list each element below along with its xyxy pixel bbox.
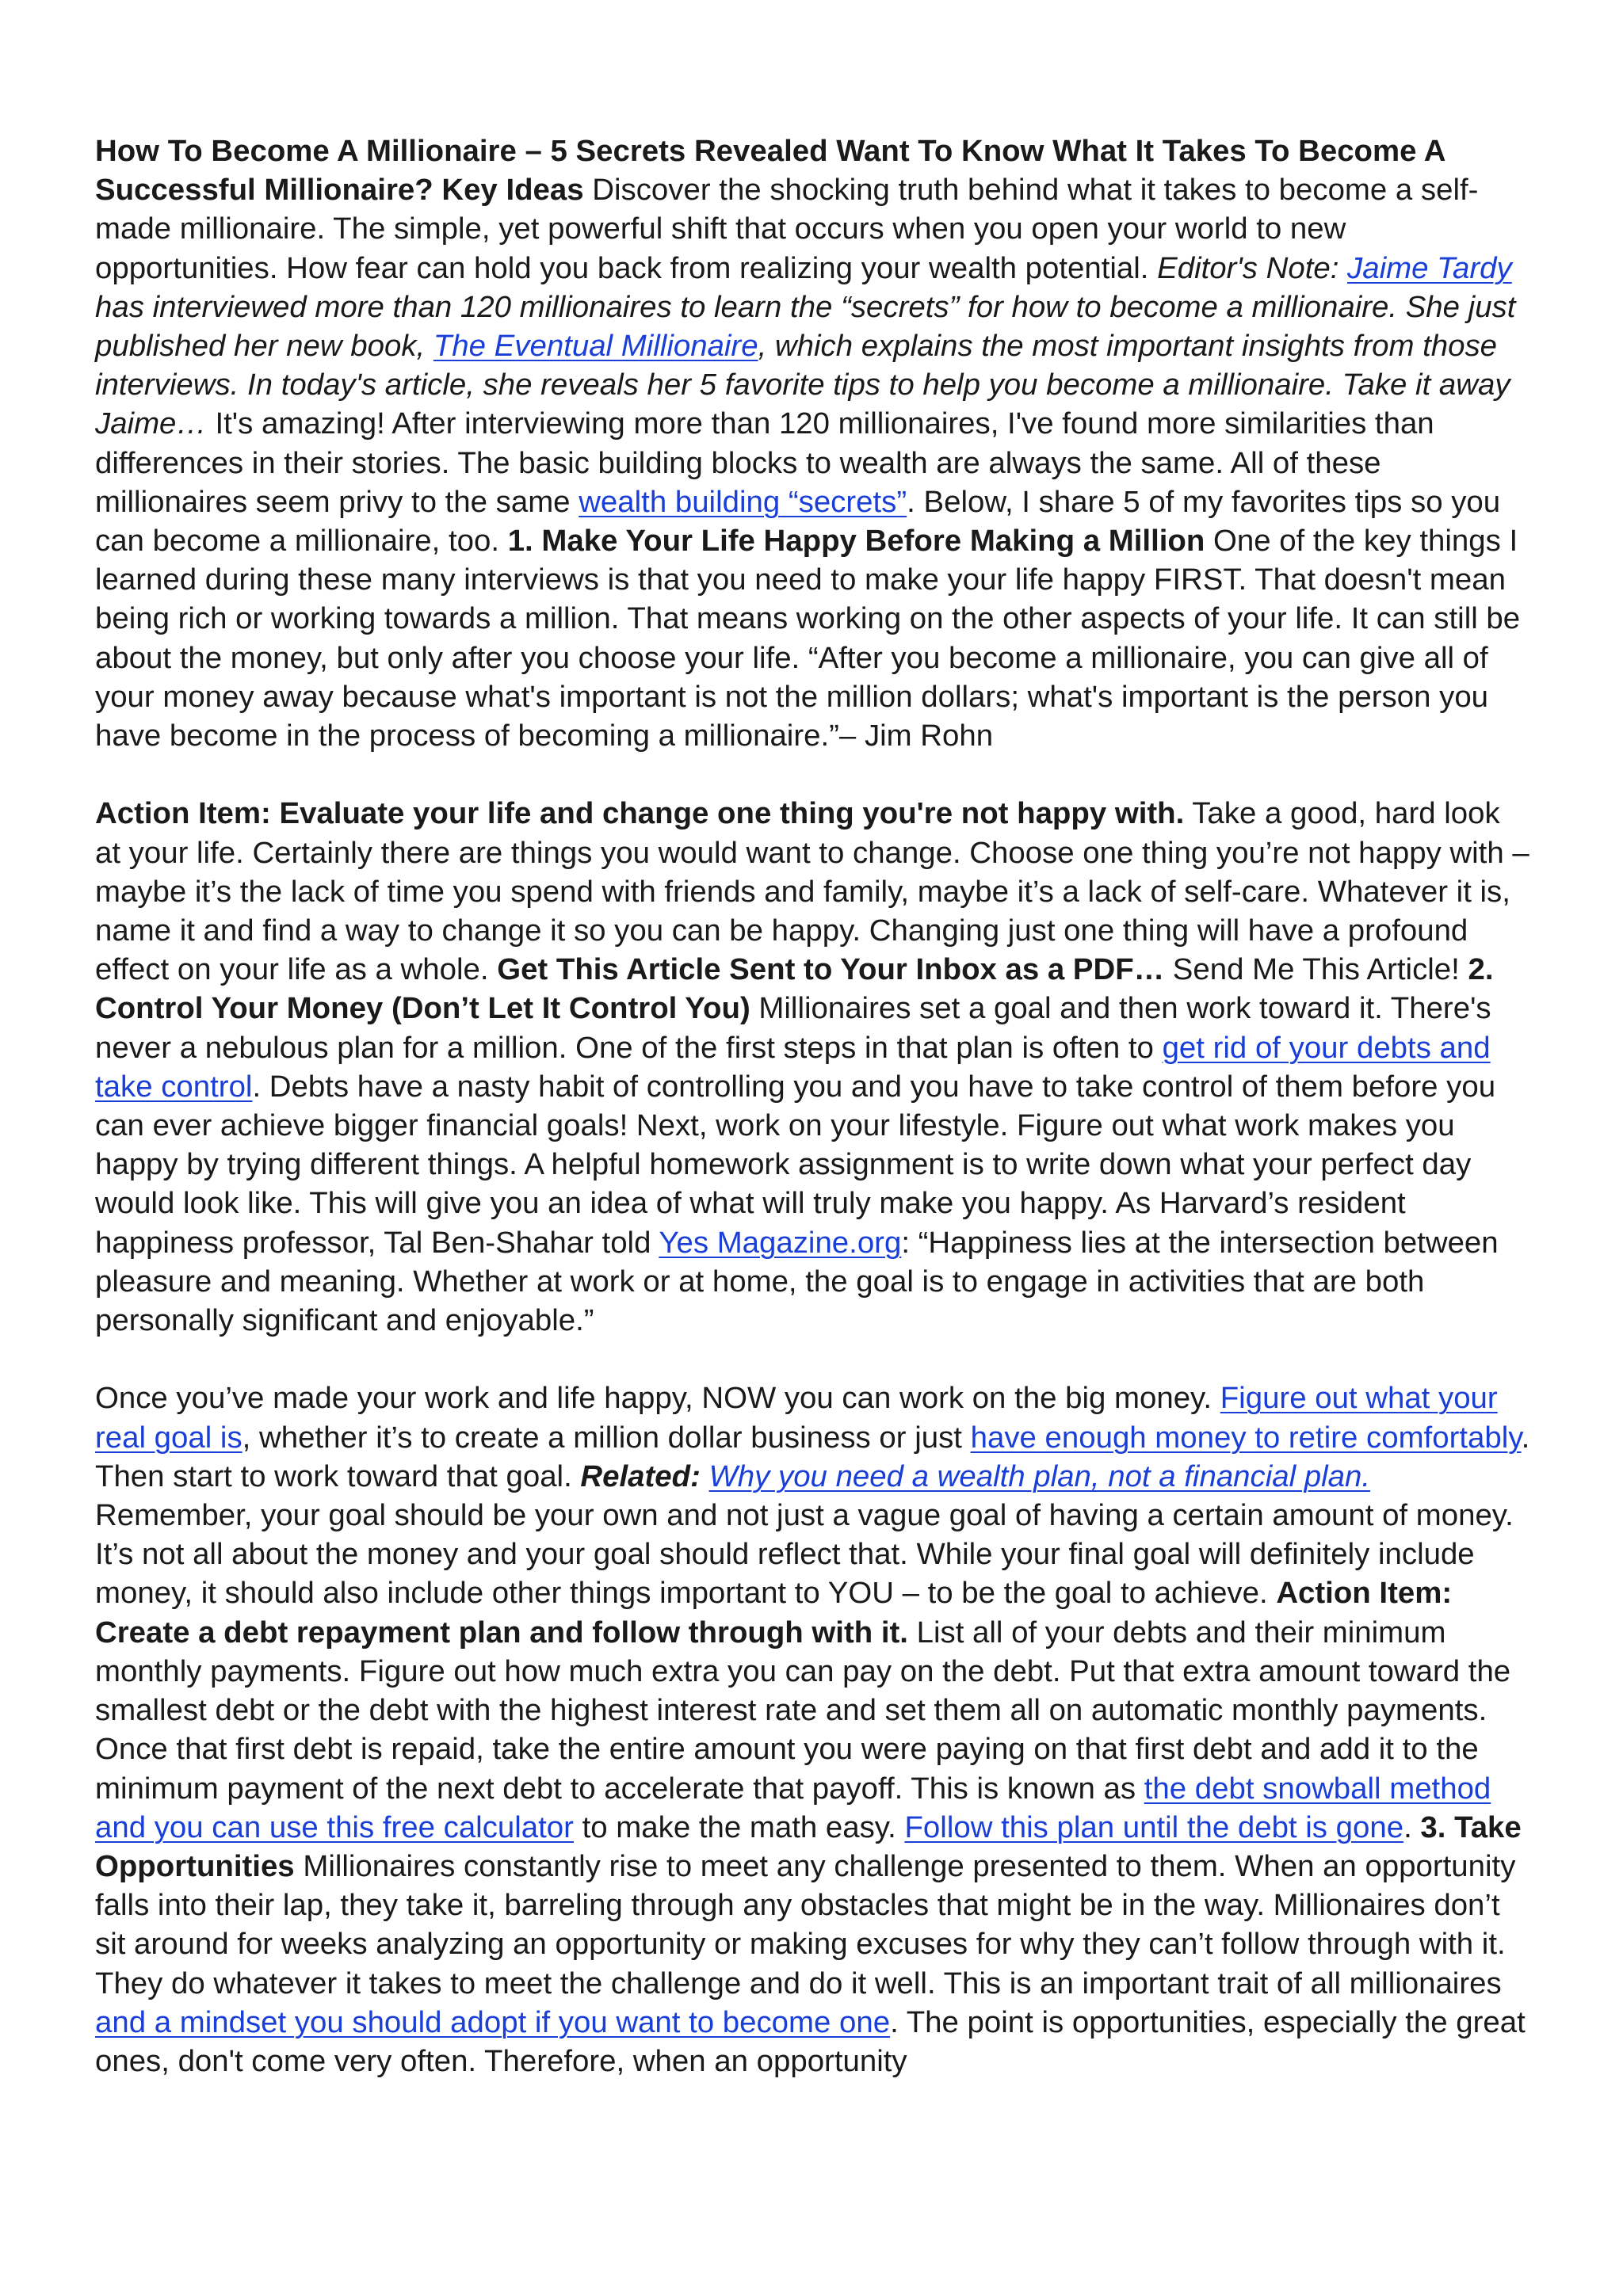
article-page xyxy=(95,132,1533,2081)
body-text: : “Happiness lies at the intersection between pleasure and meaning. Whether at work or at home, the goal is to engage in activities that are both personally significant and enjoyable.” xyxy=(95,1225,1499,1338)
body-text: It's amazing! After interviewing more than 120 millionaires, I've found more similarities than differences in their stories. The basic building blocks to wealth are always the same. All of these millionaires seem privy to the same xyxy=(95,406,1434,519)
related-label-text: Related: xyxy=(580,1459,701,1493)
body-text: . Debts have a nasty habit of controlling you and you have to take control of them before you can ever achieve bigger financial goals! Next, work on your lifestyle. Figure out what work makes you happy by trying different things. A helpful homework assignment is to write down what your perfect day would look like. This will give you an idea of what will truly make you happy. As Harvard’s resident happiness professor, Tal Ben-Shahar told xyxy=(95,1069,1496,1260)
send-article-button[interactable]: Send Me This Article! xyxy=(1164,952,1468,987)
link-mindset[interactable]: and a mindset you should adopt if you want to become one xyxy=(95,2004,891,2039)
link-retire-comfortably[interactable]: have enough money to retire comfortably xyxy=(970,1420,1522,1455)
body-text: . The point is opportunities, especially the great ones, don't come very often. Therefore, when an opportunity xyxy=(95,2004,1526,2078)
paragraph-intro xyxy=(95,132,1533,755)
paragraph-action-1 xyxy=(95,794,1533,1340)
section-heading-2: 2. Control Your Money (Don’t Let It Control You) xyxy=(95,952,1494,1026)
body-text: to make the math easy. xyxy=(573,1810,905,1844)
link-wealth-secrets[interactable]: wealth building “secrets” xyxy=(579,484,907,519)
action-item-2: Action Item: Create a debt repayment plan and follow through with it. xyxy=(95,1576,1453,1650)
intro-text: Discover the shocking truth behind what it takes to become a self-made millionaire. The simple, yet powerful shift that occurs when you open your world to new opportunities. How fear can hold you back from realizing your wealth potential. xyxy=(95,173,1479,285)
body-text: Once you’ve made your work and life happy, NOW you can work on the big money. xyxy=(95,1381,1220,1416)
body-text: . Below, I share 5 of my favorites tips so you can become a millionaire, too. xyxy=(95,484,1501,559)
related-link-wrap xyxy=(709,1459,1370,1493)
body-text: Take a good, hard look at your life. Certainly there are things you would want to change. Choose one thing you’re not happy with – maybe it’s the lack of time you spend with friends and family, maybe it’s a lack of self-care. Whatever it is, name it and find a way to change it so you can be happy. Changing just one thing will have a profound effect on your life as a whole. xyxy=(95,796,1529,987)
link-debts-control[interactable]: get rid of your debts and take control xyxy=(95,1030,1491,1104)
article-title: How To Become A Millionaire – 5 Secrets Revealed Want To Know What It Takes To Become A Successful Millionaire? Key Ideas xyxy=(95,134,1445,208)
section-heading-3: 3. Take Opportunities xyxy=(95,1810,1522,1883)
paragraph-goals xyxy=(95,1379,1533,2081)
link-real-goal[interactable]: Figure out what your real goal is xyxy=(95,1381,1498,1455)
link-wealth-plan[interactable]: Why you need a wealth plan, not a financial plan. xyxy=(708,1459,1371,1493)
body-text: One of the key things I learned during these many interviews is that you need to make your life happy FIRST. That doesn't mean being rich or working towards a million. That means working on the other aspects of your life. It can still be about the money, but only after you choose your life. “After you become a millionaire, you can give all of your money away because what's important is not the million dollars; what's important is the person you have become in the process of becoming a millionaire.”– Jim Rohn xyxy=(95,524,1521,753)
pdf-cta-text: Get This Article Sent to Your Inbox as a PDF… xyxy=(497,952,1165,987)
action-item-1: Action Item: Evaluate your life and change one thing you're not happy with. xyxy=(95,796,1185,831)
link-debt-snowball[interactable]: the debt snowball method and you can use this free calculator xyxy=(95,1771,1491,1844)
body-text: List all of your debts and their minimum monthly payments. Figure out how much extra you can pay on the debt. Put that extra amount toward the smallest debt or the debt with the highest interest rate and set them all on automatic monthly payments. Once that first debt is repaid, take the entire amount you were paying on that first debt and add it to the minimum payment of the next debt to accelerate that payoff. This is known as xyxy=(95,1615,1511,1806)
body-text: Millionaires set a goal and then work toward it. There's never a nebulous plan for a million. One of the first steps in that plan is often to xyxy=(95,991,1491,1065)
body-text: Millionaires constantly rise to meet any challenge presented to them. When an opportunity falls into their lap, they take it, barreling through any obstacles that might be in the way. Millionaires don’t sit around for weeks analyzing an opportunity or making excuses for why they can’t follow through with it. They do whatever it takes to meet the challenge and do it well. This is an important trait of all millionaires xyxy=(95,1848,1516,2000)
link-eventual-millionaire[interactable]: The Eventual Millionaire xyxy=(433,329,758,364)
link-yes-magazine[interactable]: Yes Magazine.org xyxy=(659,1225,902,1260)
link-jaime-tardy[interactable]: Jaime Tardy xyxy=(1347,250,1512,285)
section-heading-1: 1. Make Your Life Happy Before Making a Million xyxy=(507,524,1205,559)
editor-note-text-end: , which explains the most important insights from those interviews. In today's article, she reveals her 5 favorite tips to help you become a millionaire. Take it away Jaime… xyxy=(95,329,1510,441)
link-follow-plan[interactable]: Follow this plan until the debt is gone xyxy=(904,1810,1404,1844)
body-text: . xyxy=(1403,1810,1421,1844)
body-text: , whether it’s to create a million dollar business or just xyxy=(242,1420,971,1455)
editor-note-label: Editor's Note: xyxy=(1157,250,1348,285)
related-label xyxy=(580,1459,700,1493)
editor-note-text: has interviewed more than 120 millionaires to learn the “secrets” for how to become a millionaire. She just published her new book, xyxy=(95,289,1516,364)
body-text: Remember, your goal should be your own and not just a vague goal of having a certain amount of money. It’s not all about the money and your goal should reflect that. While your final goal will definitely include money, it should also include other things important to YOU – to be the goal to achieve. xyxy=(95,1498,1514,1611)
body-text: . Then start to work toward that goal. xyxy=(95,1420,1530,1493)
